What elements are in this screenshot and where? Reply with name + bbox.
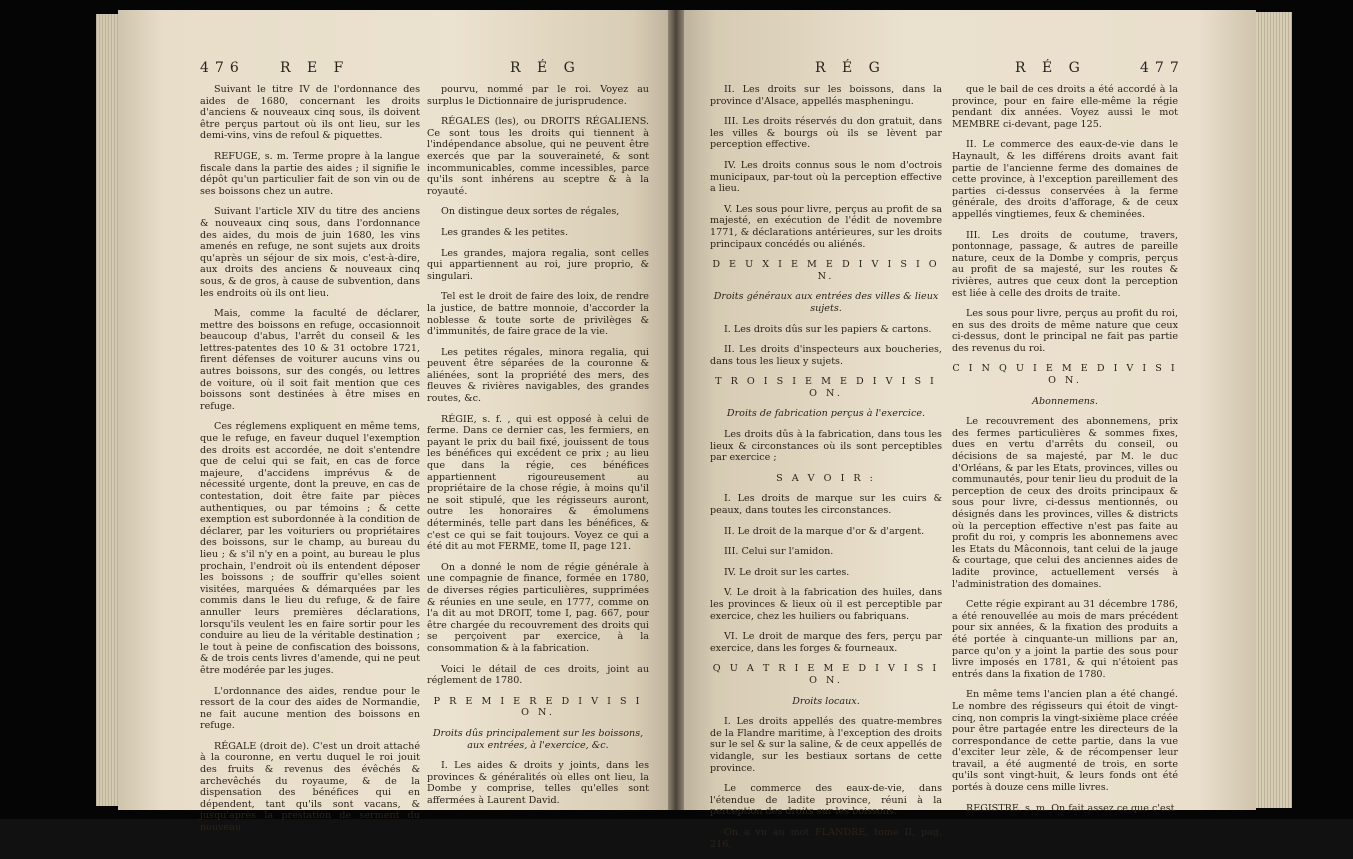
section-heading: C I N Q U I E M E D I V I S I O N. [952,363,1178,387]
paragraph: Les droits dûs à la fabrication, dans tous les lieux & circonstances où ils sont perceptibles par exercice ; [710,429,942,464]
paragraph: On a donné le nom de régie générale à une compagnie de finance, formée en 1780, de diverses régies particulières, supprimées & réunies en une seule, en 1777, comme on l'a dit au mot DROIT, tome I, pag. 667, pour être chargée du recouvrement des droits qui se perçoivent par exercice, à la consommation & à la fabrication. [427,561,649,654]
left-header-left: R E F [280,60,350,76]
left-column-2 [427,84,649,815]
paragraph: II. Les droits d'inspecteurs aux boucheries, dans tous les lieux y sujets. [710,344,942,367]
paragraph: IV. Les droits connus sous le nom d'octrois municipaux, par-tout où la perception effective a lieu. [710,159,942,195]
paragraph: V. Le droit à la fabrication des huiles, dans les provinces & lieux où il est perceptible par exercice, chez les huiliers ou fabriquans. [710,587,942,622]
paragraph: RÉGALE (droit de). C'est un droit attaché à la couronne, en vertu duquel le roi jouit des fruits & revenus des évêchés & archevêchés du royaume, & de la dispensation des bénéfices qui en dépendent, tant qu'ils sont vacans, & jusqu'après la prestation de serment du nouveau [200,740,420,834]
paragraph: REGISTRE, s. m. On fait assez ce que c'est [966,802,1175,814]
paragraph: I. Les droits de marque sur les cuirs & peaux, dans toutes les circonstances. [710,493,942,517]
paragraph: RÉGALES (les), ou DROITS RÉGALIENS. Ce sont tous les droits qui tiennent à l'indépendance absolue, qui ne peuvent être exercés que par la souveraineté, & sont incommunicables, comme incessibles, parce qu'ils sont inhérens au sceptre & à la royauté. [427,116,649,197]
section-subheading: Droits locaux. [792,695,860,707]
paragraph: L'ordonnance des aides, rendue pour le ressort de la cour des aides de Normandie, ne fait aucune mention des boissons en refuge. [200,685,420,732]
paragraph: V. Les sous pour livre, perçus au profit de sa majesté, en exécution de l'édit de novembre 1771, & déclarations antérieures, sur les droits principaux concédés ou aliénés. [710,203,942,250]
paragraph: On distingue deux sortes de régales, [441,206,620,218]
right-column-2 [952,84,1178,823]
right-header-left: R É G [815,60,886,76]
paragraph: III. Les droits réservés du don gratuit, dans les villes & bourgs où ils se lèvent par perception effective. [710,116,942,151]
section-subheading: Droits dûs principalement sur les boissons, aux entrées, à l'exercice, &c. [432,727,644,751]
section-heading: Q U A T R I E M E D I V I S I O N. [712,663,940,686]
page-edges-left [96,14,118,806]
paragraph: On a vu au mot FLANDRE, tome II, pag. 216, [710,826,942,850]
paragraph: RÉGIE, s. f. , qui est opposé à celui de ferme. Dans ce dernier cas, les fermiers, en payant le prix du bail fixé, jouissent de tous les bénéfices qui excédent ce prix ; au lieu que dans la régie, ces bénéfices appartiennent rigoureusement au propriétaire de la chose régie, à moins qu'il ne soit stipulé, que les régisseurs auront, outre les honoraires & émolumens déterminés, telle part dans les bénéfices, & c'est ce qui se fait toujours. Voyez ce qui a été dit au mot FERME, tome II, page 121. [427,413,649,553]
section-subheading: Droits généraux aux entrées des villes & lieux sujets. [713,291,939,314]
paragraph: Le recouvrement des abonnemens, prix des fermes particulières & sommes fixes, dues en vertu d'arrêts du conseil, ou décisions de sa majesté, par M. le duc d'Orléans, & par les Etats, provinces, villes ou communautés, pour tenir lieu du produit de la perception de ceux des droits principaux & sous pour livre, ci-dessus mentionnés, ou désignés dans les provinces, villes & districts où la perception effective n'est pas faite au profit du roi, y compris les abonnemens avec les Etats du Mâconnois, tant celui de la jauge & courtage, que celui des anciennes aides de ladite province, actuellement versés à l'administration des domaines. [952,416,1178,590]
left-column-1 [200,84,420,843]
paragraph: IV. Le droit sur les cartes. [724,566,850,578]
paragraph: REFUGE, s. m. Terme propre à la langue fiscale dans la partie des aides ; il signifie le dépôt qu'un particulier fait de son vin ou de ses boissons chez un autre. [200,150,420,197]
paragraph: Les petites régales, minora regalia, qui peuvent être séparées de la couronne & aliénées, sont la propriété des mers, des fleuves & rivières navigables, des grandes routes, &c. [427,346,649,405]
paragraph: II. Le droit de la marque d'or & d'argent. [724,525,925,537]
paragraph: II. Les droits sur les boissons, dans la province d'Alsace, appellés maspheningu. [710,84,942,107]
section-subheading: Abonnemens. [1032,395,1098,407]
paragraph: Ces réglemens expliquent en même tems, que le refuge, en faveur duquel l'exemption des droits est accordée, ne doit s'entendre que de celui qui se fait, en cas de force majeure, d'accidens imprévus & de nécessité urgente, dont la preuve, en cas de contestation, doit être faite par pièces authentiques, ou par témoins ; & cette exemption est subordonnée à la condition de déclarer, par les voituriers ou propriétaires des boissons, sur le champ, au bureau du lieu ; & s'il n'y en a point, au bureau le plus prochain, l'endroit où ils entendent déposer les boissons ; de souffrir qu'elles soient visitées, marquées & démarquées par les commis dans le lieu du refuge, & de faire annuller leurs premières déclarations, lorsqu'ils veulent les en faire sortir pour les conduire au lieu de la véritable destination ; le tout à peine de confiscation des boissons, & de trois cents livres d'amende, qui ne peut être modérée par les juges. [200,421,420,676]
book-gutter [668,10,684,810]
paragraph: Suivant le titre IV de l'ordonnance des aides de 1680, concernant les droits d'anciens & nouveaux cinq sous, ils doivent être perçus partout où ils ont lieu, sur les demi-vins, vins de refoul & piquettes. [200,84,420,142]
paragraph: III. Les droits de coutume, travers, pontonnage, passage, & autres de pareille nature, ceux de la Dombe y compris, perçus au profit de sa majesté, sur les routes & rivières, autres que ceux dont la perception est liée à celle des droits de traite. [952,229,1178,299]
paragraph: pourvu, nommé par le roi. Voyez au surplus le Dictionnaire de jurisprudence. [427,84,649,107]
paragraph: I. Les droits appellés des quatre-membres de la Flandre maritime, à l'exception des droits sur le sel & sur la saline, & de ceux appellés de vidangle, sur les bestiaux sortans de cette province. [710,716,942,774]
left-page-number: 476 [200,60,245,76]
paragraph: I. Les aides & droits y joints, dans les provinces & généralités où elles ont lieu, la Dombe y comprise, telles qu'elles sont affermées à Laurent David. [427,760,649,806]
paragraph: que le bail de ces droits a été accordé à la province, pour en faire elle-même la régie pendant dix années. Voyez aussi le mot MEMBRE ci-devant, page 125. [952,84,1178,130]
paragraph: Voici le détail de ces droits, joint au réglement de 1780. [427,663,649,687]
right-header-right: R É G [1015,60,1086,76]
section-subheading: Droits de fabrication perçus à l'exercice. [726,408,926,420]
section-heading: D E U X I E M E D I V I S I O N. [712,259,940,282]
paragraph: Les grandes & les petites. [441,226,568,238]
section-heading: S A V O I R : [776,472,876,484]
paragraph: Tel est le droit de faire des loix, de rendre la justice, de battre monnoie, d'accorder la noblesse & toute sorte de privilèges & d'immunités, de faire grace de la vie. [427,291,649,338]
section-heading: T R O I S I E M E D I V I S I O N. [715,376,937,399]
paragraph: III. Celui sur l'amidon. [724,546,834,558]
right-column-1 [710,84,942,859]
paragraph: Le commerce des eaux-de-vie, dans l'étendue de ladite province, réuni à la perception des droits sur les boissons. [710,783,942,818]
right-page-number: 477 [1140,60,1185,76]
left-header-right: R É G [510,60,581,76]
paragraph: Suivant l'article XIV du titre des anciens & nouveaux cinq sous, dans l'ordonnance des aides, du mois de juin 1680, les vins amenés en refuge, ne sont sujets aux droits qu'après un séjour de six mois, c'est-à-dire, aux droits des anciens & nouveaux cinq sous, & de gros, à cause de subvention, dans les endroits où ils ont lieu. [200,206,420,299]
paragraph: II. Le commerce des eaux-de-vie dans le Haynault, & les différens droits avant fait partie de l'ancienne ferme des domaines de cette province, à l'exception pareillement des parties ci-dessus conservées à la ferme générale, des droits d'afforage, & de ceux appellés vingtiemes, feux & cheminées. [952,139,1178,220]
paragraph: VI. Le droit de marque des fers, perçu par exercice, dans les forges & fourneaux. [710,631,942,654]
paragraph: Mais, comme la faculté de déclarer, mettre des boissons en refuge, occasionnoit beaucoup d'abus, l'arrêt du conseil & les lettres-patentes des 10 & 31 octobre 1721, firent défenses de voiturer aucuns vins ou autres boissons, sur des congés, ou lettres de voiture, où il soit fait mention que ces boissons sont destinées à être mises en refuge. [200,308,420,412]
page-edges-right [1256,12,1292,808]
paragraph: I. Les droits dûs sur les papiers & cartons. [724,323,932,335]
paragraph: En même tems l'ancien plan a été changé. Le nombre des régisseurs qui étoit de vingt-cinq, non compris la vingt-sixième place créée pour être partagée entre les directeurs de la correspondance de cette partie, dans la vue d'exciter leur zèle, & de récompenser leur travail, a été augmenté de trois, en sorte qu'ils sont vingt-huit, & leurs fonds ont été portés à douze cens mille livres. [952,689,1178,794]
paragraph: Les grandes, majora regalia, sont celles qui appartiennent au roi, jure proprio, & singulari. [427,247,649,282]
section-heading: P R E M I E R E D I V I S I O N. [433,695,643,719]
paragraph: Cette régie expirant au 31 décembre 1786, a été renouvellée au mois de mars précédent pour six années, & la fixation des produits a été portée à cinquante-un millions par an, parce qu'on y a joint la partie des sous pour livre imposés en 1781, & qui n'étoient pas entrés dans la fixation de 1780. [952,599,1178,680]
paragraph: Les sous pour livre, perçus au profit du roi, en sus des droits de même nature que ceux ci-dessus, dont le principal ne fait pas partie des revenus du roi. [952,308,1178,354]
